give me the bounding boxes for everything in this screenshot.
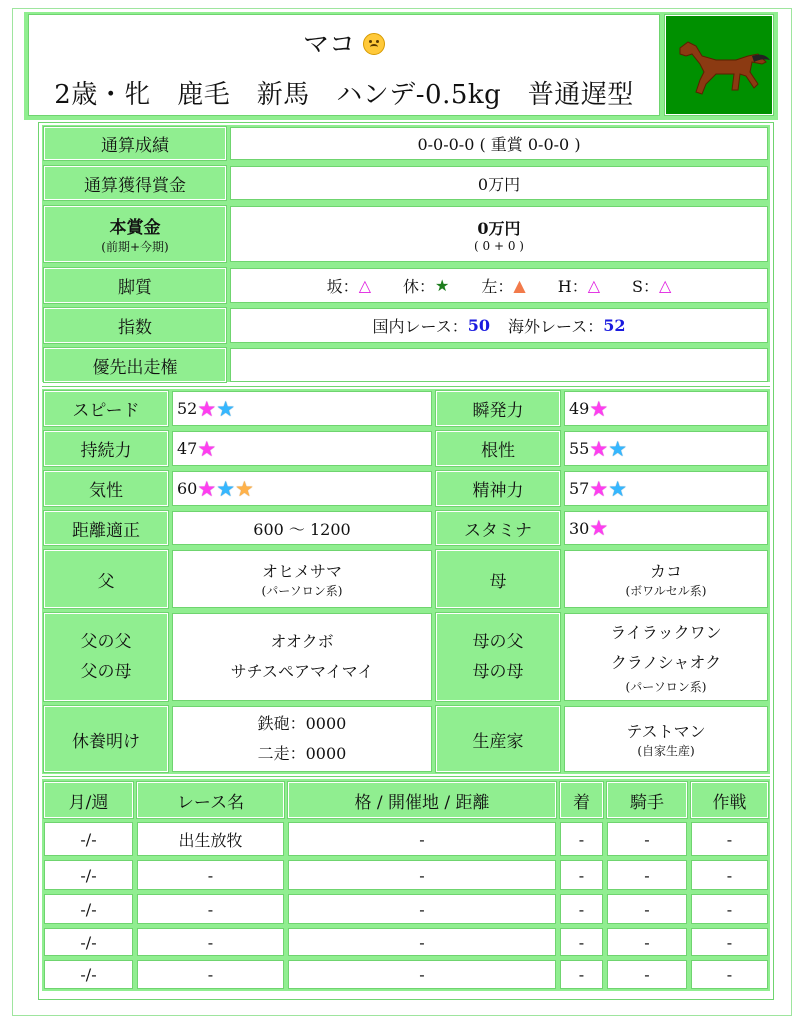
- index-value: [230, 308, 768, 343]
- star-blue-icon: ★: [608, 476, 628, 501]
- mental-label: 精神力: [436, 471, 560, 506]
- star-pink-icon: ★: [197, 396, 217, 421]
- race-row-1-jockey: -: [607, 860, 687, 890]
- dam-sire-line: (パーソロン系): [625, 680, 707, 694]
- index-domestic-value: 50: [467, 316, 490, 335]
- breeder-type: (自家生産): [637, 744, 695, 758]
- distance-value: 600 〜 1200: [172, 511, 432, 545]
- legs-value: [230, 268, 768, 303]
- dam-line: (ボワルセル系): [625, 584, 707, 598]
- race-row-3-name: -: [137, 928, 284, 956]
- star-blue-icon: ★: [216, 396, 236, 421]
- burst-label: 瞬発力: [436, 391, 560, 426]
- race-row-4-place: -: [560, 960, 603, 989]
- race-row-2-place: -: [560, 894, 603, 924]
- race-row-1-tactic: -: [691, 860, 768, 890]
- main-prize-sub: (前期+今期): [101, 240, 169, 254]
- race-row-2-jockey: -: [607, 894, 687, 924]
- mental-value-cell: [564, 471, 768, 506]
- sire-parents-cell: [172, 613, 432, 701]
- main-prize-label: 本賞金: [109, 218, 161, 238]
- star-blue-icon: ★: [216, 476, 236, 501]
- dam-label: 母: [436, 550, 560, 608]
- index-overseas-label: 海外レース：: [508, 317, 604, 336]
- priority-value: [230, 348, 768, 382]
- legs-key-rest: 休：: [403, 277, 436, 296]
- race-row-2-tactic: -: [691, 894, 768, 924]
- legs-key-slope: 坂：: [326, 277, 359, 296]
- breeder-name: テストマン: [626, 722, 706, 741]
- sire-dam-label: 父の母: [80, 662, 132, 682]
- legs-key-s: S：: [632, 277, 659, 296]
- rest-cell: [172, 706, 432, 772]
- race-row-0-week: -/-: [44, 822, 133, 856]
- horse-name: [28, 24, 660, 64]
- speed-value: 52: [177, 399, 198, 418]
- legs-key-left: 左：: [481, 277, 514, 296]
- star-gold-icon: ★: [235, 476, 254, 501]
- race-row-1-week: -/-: [44, 860, 133, 890]
- race-row-2-grade: -: [288, 894, 556, 924]
- legs-key-h: H：: [557, 277, 588, 296]
- race-row-3-week: -/-: [44, 928, 133, 956]
- race-row-1-grade: -: [288, 860, 556, 890]
- index-overseas-value: 52: [603, 316, 626, 335]
- race-row-1-name: -: [137, 860, 284, 890]
- horse-image: [666, 16, 772, 114]
- main-prize-value-cell: [230, 206, 768, 262]
- index-domestic-label: 国内レース：: [372, 317, 468, 336]
- sire-name: オヒメサマ: [261, 562, 342, 581]
- dam-name: カコ: [649, 562, 682, 581]
- race-header-grade: 格 / 開催地 / 距離: [288, 782, 556, 818]
- star-pink-icon: ★: [589, 516, 609, 540]
- guts-value: 55: [569, 439, 590, 458]
- horse-icon: [666, 16, 772, 114]
- race-row-0-name: 出生放牧: [137, 822, 284, 856]
- stamina-value-cell: [564, 511, 768, 545]
- legs-mark-h: △: [587, 276, 601, 295]
- legs-mark-slope: △: [358, 276, 371, 295]
- legs-label: 脚質: [44, 268, 226, 303]
- horse-info: 2歳・牝 鹿毛 新馬 ハンデ-0.5kg 普通遅型: [54, 80, 634, 110]
- race-row-3-jockey: -: [607, 928, 687, 956]
- temper-value-cell: [172, 471, 432, 506]
- star-pink-icon: ★: [197, 436, 217, 461]
- race-row-4-tactic: -: [691, 960, 768, 989]
- dam-parents-cell: [564, 613, 768, 701]
- legs-mark-rest: ★: [435, 276, 450, 295]
- race-row-0-jockey: -: [607, 822, 687, 856]
- sad-face-icon: [363, 33, 385, 55]
- sire-parents-label: [44, 613, 168, 701]
- race-header-tactic: 作戦: [691, 782, 768, 818]
- race-row-0-place: -: [560, 822, 603, 856]
- endurance-value: 47: [177, 439, 198, 458]
- star-blue-icon: ★: [608, 436, 628, 461]
- race-header-place: 着: [560, 782, 603, 818]
- priority-label: 優先出走権: [44, 348, 226, 382]
- sire-cell: [172, 550, 432, 608]
- breeder-label: 生産家: [436, 706, 560, 772]
- endurance-label: 持続力: [44, 431, 168, 466]
- race-row-3-tactic: -: [691, 928, 768, 956]
- race-row-3-grade: -: [288, 928, 556, 956]
- guts-label: 根性: [436, 431, 560, 466]
- stamina-value: 30: [569, 518, 590, 538]
- dam-sire-label: 母の父: [472, 632, 524, 652]
- burst-value: 49: [569, 399, 590, 418]
- race-header-jockey: 騎手: [607, 782, 687, 818]
- rest-label: 休養明け: [44, 706, 168, 772]
- distance-label: 距離適正: [44, 511, 168, 545]
- race-header-name: レース名: [137, 782, 284, 818]
- dam-dam-name: クラノシャオク: [610, 653, 722, 672]
- section-divider: [42, 386, 770, 387]
- breeder-cell: [564, 706, 768, 772]
- dam-sire-name: ライラックワン: [610, 623, 722, 642]
- speed-value-cell: [172, 391, 432, 426]
- race-row-4-week: -/-: [44, 960, 133, 989]
- stamina-label: スタミナ: [436, 511, 560, 545]
- race-row-0-grade: -: [288, 822, 556, 856]
- career-label: 通算成績: [44, 127, 226, 160]
- rest-teppo: 鉄砲：0000: [257, 714, 347, 733]
- race-row-2-name: -: [137, 894, 284, 924]
- burst-value-cell: [564, 391, 768, 426]
- legs-mark-s: △: [659, 276, 672, 295]
- horse-name-text: マコ: [302, 30, 355, 60]
- total-prize-label: 通算獲得賞金: [44, 166, 226, 200]
- mental-value: 57: [569, 479, 590, 498]
- dam-cell: [564, 550, 768, 608]
- race-row-4-jockey: -: [607, 960, 687, 989]
- dam-dam-label: 母の母: [472, 662, 524, 682]
- star-pink-icon: ★: [197, 476, 217, 501]
- temper-label: 気性: [44, 471, 168, 506]
- race-row-4-name: -: [137, 960, 284, 989]
- legs-mark-left: ▲: [513, 276, 526, 295]
- sire-sire-name: オオクボ: [270, 632, 334, 651]
- sire-dam-name: サチスペアマイマイ: [230, 662, 374, 681]
- race-row-4-grade: -: [288, 960, 556, 989]
- race-row-0-tactic: -: [691, 822, 768, 856]
- speed-label: スピード: [44, 391, 168, 426]
- main-prize-value: 0万円: [477, 218, 521, 238]
- race-row-2-week: -/-: [44, 894, 133, 924]
- sire-sire-label: 父の父: [80, 632, 132, 652]
- race-header-week: 月/週: [44, 782, 133, 818]
- index-label: 指数: [44, 308, 226, 343]
- race-row-1-place: -: [560, 860, 603, 890]
- star-pink-icon: ★: [589, 396, 609, 421]
- dam-parents-label: [436, 613, 560, 701]
- rest-nisou: 二走：0000: [257, 744, 347, 763]
- sire-line: (パーソロン系): [261, 584, 343, 598]
- main-prize-label-cell: [44, 206, 226, 262]
- temper-value: 60: [177, 479, 198, 498]
- career-value: 0-0-0-0 ( 重賞 0-0-0 ): [230, 127, 768, 160]
- endurance-value-cell: [172, 431, 432, 466]
- section-divider: [42, 776, 770, 777]
- main-prize-detail: ( 0 + 0 ): [474, 238, 524, 253]
- race-row-3-place: -: [560, 928, 603, 956]
- total-prize-value: 0万円: [230, 166, 768, 200]
- sire-label: 父: [44, 550, 168, 608]
- star-pink-icon: ★: [589, 476, 609, 501]
- star-pink-icon: ★: [589, 436, 609, 461]
- guts-value-cell: [564, 431, 768, 466]
